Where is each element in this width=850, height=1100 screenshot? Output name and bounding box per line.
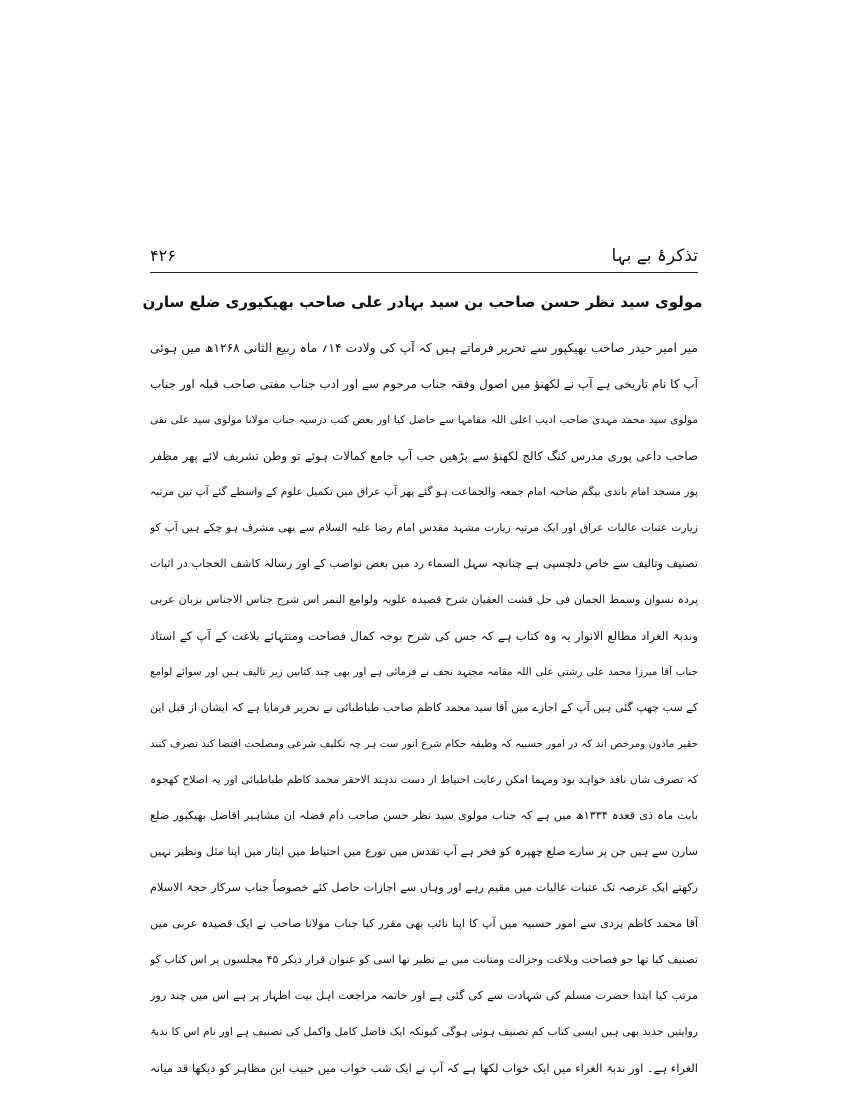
text-line: حقیر ماذون ومرخص اند کہ در امور حسبیہ کہ وظیفہ حکام شرع انور ست ہر چہ تکلیف شرعی ومصلحت اقتضا کند تصرف کنند	[150, 738, 698, 750]
text-line: جناب آقا میرزا محمد علی رشتی علی اللہ مقامہ مجتہد نجف نے فرمائی ہے اور بھی چند کتابیں زیر تالیف ہیں اور سوائے لوامع	[150, 666, 698, 678]
body-text	[150, 330, 698, 1086]
text-line: پور مسجد امام باندی بیگم صاحبہ امام جمعہ والجماعت ہو گئے پھر آپ عراق میں تکمیل علوم کے واسطے گئے آپ تین مرتبہ	[150, 485, 698, 498]
text-line: رکھتے ایک عرصہ تک عتبات عالیات میں مقیم رہے اور وہاں سے اجازات حاصل کئے خصوصاً جناب سرکار حجۃ الاسلام	[150, 881, 698, 894]
text-line: سارن سے ہیں جن پر سارے ضلع چھپرہ کو فخر ہے آپ تقدس میں تورع میں احتیاط میں ایثار میں اپنا مثل ونظیر نہیں	[150, 845, 698, 858]
page-header	[150, 244, 698, 270]
text-line: تصنیف کیا تھا جو فصاحت وبلاغت وجزالت ومتانت میں بے نظیر تھا اسی کو عنوان قرار دیکر ۴۵ مجلسوں پر اس کتاب کو	[150, 953, 698, 966]
section-title: مولوی سید نظر حسن صاحب بن سید بہادر علی صاحب بھیکپوری ضلع سارن	[142, 293, 703, 311]
text-line: پردہ نسوان وسمط الجمان فی حل قشت العقیان شرح قصیدہ علویہ ولوامع النمر اس شرح جناس الاجناس بزبان عربی	[150, 593, 698, 606]
page-number: ۴۲۶	[150, 246, 176, 265]
text-line: کہ تصرف شان نافذ خواہد بود ومہما امکن رعایت احتیاط از دست ندہند الاحقر محمد کاظم طباطبائی اور یہ اصلاح کھجوہ	[150, 773, 698, 786]
text-line: میر امیر حیدر صاحب بھیکپور سے تحریر فرماتے ہیں کہ آپ کی ولادت ۱۴؍ ماہ ربیع الثانی ۱۲۶۸ھ میں ہوئی	[150, 341, 698, 355]
text-line: بابت ماہ ذی قعدہ ۱۳۳۴ھ میں ہے کہ جناب مولوی سید نظر حسن صاحب دام فضلہ ان مشاہیر افاضل بھیکپور ضلع	[150, 809, 698, 822]
header-rule	[150, 272, 698, 273]
text-line: مرتب کیا ابتدا حضرت مسلم کی شہادت سے کی گئی ہے اور خاتمہ مراجعت اہل بیت اطہار پر ہے اس میں چند روز	[150, 989, 698, 1002]
text-line: وندبۃ الغراد مطالع الانوار یہ وہ کتاب ہے کہ جس کی شرح بوجہ کمال فصاحت ومنتہائے بلاغت کے آپ کے استاد	[150, 629, 698, 643]
text-line: تصنیف وتالیف سے خاص دلچسپی ہے چنانچہ سہل السماء رد میں بعض نواصب کے اور رسالہ کاشف الحجاب در اثبات	[150, 557, 698, 570]
text-line: آقا محمد کاظم یزدی سے امور حسبیہ میں آپ کا اپنا نائب بھی مقرر کیا جناب مولانا صاحب نے ایک قصیدہ عربی میں	[150, 917, 698, 930]
text-line: روایتیں جدید بھی ہیں ایسی کتاب کم تصنیف ہوئی ہوگی کیونکہ ایک فاضل کامل واکمل کی تصنیف ہے اور نام اس کا ندبۃ	[150, 1025, 698, 1038]
text-line: صاحب داعی پوری مدرس کنگ کالج لکھنؤ سے پڑھیں جب آپ جامع کمالات ہوئے تو وطن تشریف لائے پھر مظفر	[150, 449, 698, 463]
text-line: کے سب چھپ گئی ہیں آپ کے اجازے میں آقا سید محمد کاظم صاحب طباطبائی نے تحریر فرمایا ہے کہ ایشان از قبل این	[150, 701, 698, 714]
text-line: زیارت عتبات عالیات عراق اور ایک مرتبہ زیارت مشہد مقدس امام رضا علیہ السلام سے بھی مشرف ہو چکے ہیں آپ کو	[150, 521, 698, 534]
text-line: مولوی سید محمد مہدی صاحب ادیب اعلی اللہ مقامہا سے حاصل کیا اور بعض کتب درسیہ جناب مولانا مولوی سید علی نقی	[150, 414, 698, 426]
text-line: الغراء ہے۔ اور ندبۃ الغراء میں ایک خواب لکھا ہے کہ آپ نے ایک شب خواب میں حبیب ابن مظاہر کو دیکھا قد میانہ	[150, 1061, 698, 1075]
running-title: تذکرۂ بے بہا	[611, 246, 698, 266]
text-line: آپ کا نام تاریخی ہے آپ نے لکھنؤ میں اصول وفقہ جناب مرحوم سے اور ادب جناب مفتی صاحب قبلہ اور جناب	[150, 377, 698, 391]
